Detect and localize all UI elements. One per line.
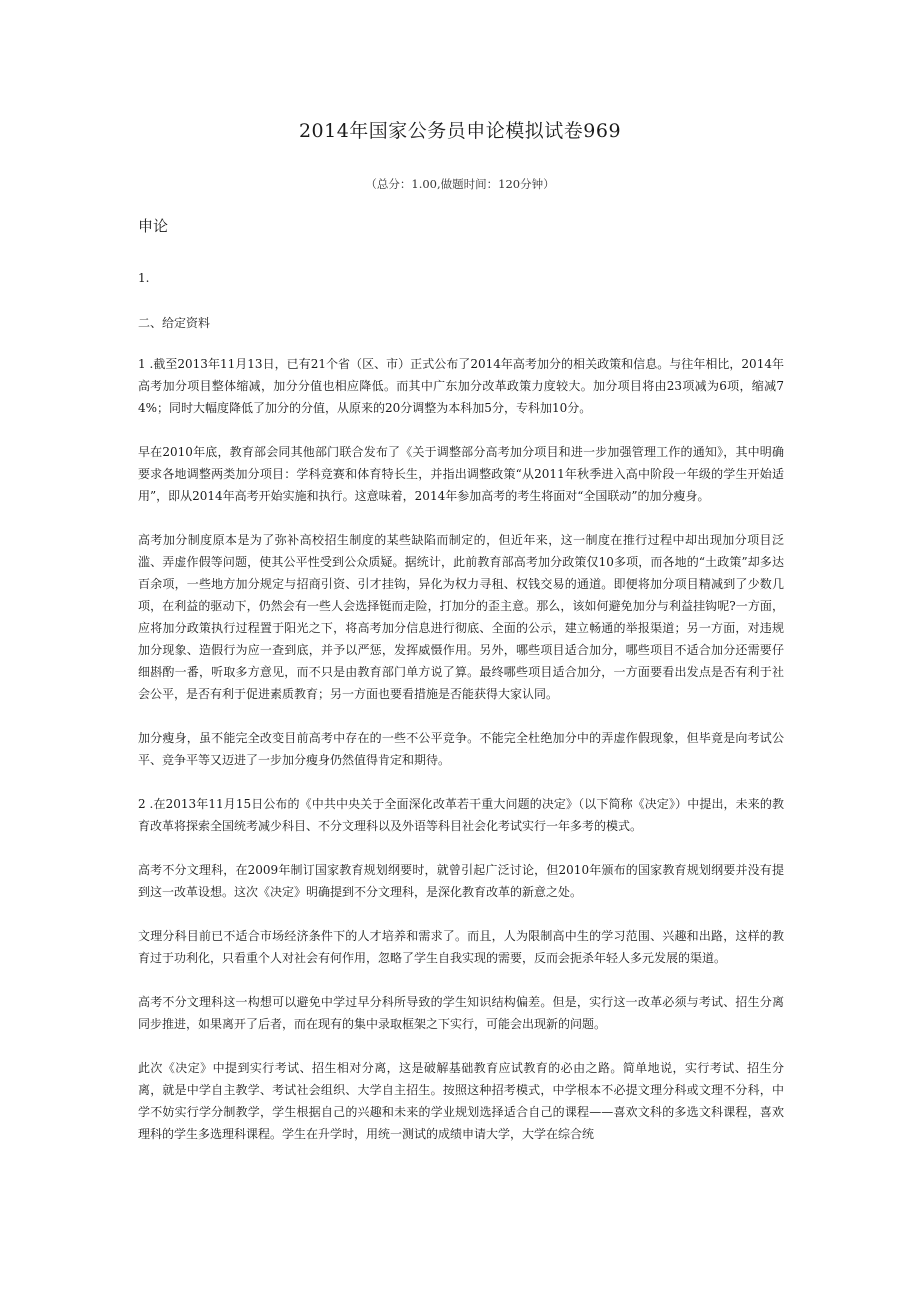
section-heading: 申论 xyxy=(138,217,169,235)
paragraph: 2 .在2013年11月15日公布的《中共中央关于全面深化改革若干重大问题的决定》（以下简称《决定》）中提出，未来的教育改革将探索全国统考减少科目、不分文理科以及外语等科目社会化考试实行一年多考的模式。 xyxy=(138,797,784,833)
paragraph: 高考加分制度原本是为了弥补高校招生制度的某些缺陷而制定的，但近年来，这一制度在推行过程中却出现加分项目泛滥、弄虚作假等问题，使其公平性受到公众质疑。据统计，此前教育部高考加分政策仅10多项，而各地的“土政策”却多达百余项，一些地方加分规定与招商引资、引才挂钩，异化为权力寻租、权钱交易的通道。即便将加分项目精减到了少数几项，在利益的驱动下，仍然会有一些人会选择铤而走险，打加分的歪主意。那么，该如何避免加分与利益挂钩呢?一方面，应将加分政策执行过程置于阳光之下，将高考加分信息进行彻底、全面的公示，建立畅通的举报渠道；另一方面，对违规加分现象、造假行为应一查到底，并予以严惩，发挥威慑作用。另外，哪些项目适合加分，哪些项目不适合加分还需要仔细斟酌一番，听取多方意见，而不只是由教育部门单方说了算。最终哪些项目适合加分，一方面要看出发点是否有利于社会公平，是否有利于促进素质教育；另一方面也要看措施是否能获得大家认同。 xyxy=(138,533,784,701)
paragraph: 1 .截至2013年11月13日，已有21个省（区、市）正式公布了2014年高考加分的相关政策和信息。与往年相比，2014年高考加分项目整体缩减，加分分值也相应降低。而其中广东加分改革政策力度较大。加分项目将由23项减为6项，缩减74%；同时大幅度降低了加分的分值，从原来的20分调整为本科加5分，专科加10分。 xyxy=(138,357,784,415)
question-number: 1. xyxy=(138,271,150,285)
paragraph: 此次《决定》中提到实行考试、招生相对分离，这是破解基础教育应试教育的必由之路。简单地说，实行考试、招生分离，就是中学自主教学、考试社会组织、大学自主招生。按照这种招考模式，中学根本不必提文理分科或文理不分科，中学不妨实行学分制教学，学生根据自己的兴趣和未来的学业规划选择适合自己的课程——喜欢文科的多选文科课程，喜欢理科的学生多选理科课程。学生在升学时，用统一测试的成绩申请大学，大学在综合统 xyxy=(138,1061,784,1141)
document-meta: （总分：1.00,做题时间：120分钟） xyxy=(365,177,555,191)
document-body xyxy=(138,353,784,1167)
paragraph: 加分瘦身，虽不能完全改变目前高考中存在的一些不公平竞争。不能完全杜绝加分中的弄虚作假现象，但毕竟是向考试公平、竞争平等又迈进了一步加分瘦身仍然值得肯定和期待。 xyxy=(138,731,784,767)
paragraph: 早在2010年底，教育部会同其他部门联合发布了《关于调整部分高考加分项目和进一步加强管理工作的通知》，其中明确要求各地调整两类加分项目：学科竞赛和体育特长生，并指出调整政策“从2011年秋季进入高中阶段一年级的学生开始适用”，即从2014年高考开始实施和执行。这意味着，2014年参加高考的考生将面对“全国联动”的加分瘦身。 xyxy=(138,445,784,503)
material-subheading: 二、给定资料 xyxy=(138,316,211,330)
paragraph: 文理分科目前已不适合市场经济条件下的人才培养和需求了。而且，人为限制高中生的学习范围、兴趣和出路，这样的教育过于功利化，只看重个人对社会有何作用，忽略了学生自我实现的需要，反而会扼杀年轻人多元发展的渠道。 xyxy=(138,929,784,965)
paragraph: 高考不分文理科，在2009年制订国家教育规划纲要时，就曾引起广泛讨论，但2010年颁布的国家教育规划纲要并没有提到这一改革设想。这次《决定》明确提到不分文理科，是深化教育改革的新意之处。 xyxy=(138,863,784,899)
paragraph: 高考不分文理科这一构想可以避免中学过早分科所导致的学生知识结构偏差。但是，实行这一改革必须与考试、招生分离同步推进，如果离开了后者，而在现有的集中录取框架之下实行，可能会出现新的问题。 xyxy=(138,995,784,1031)
document-title: 2014年国家公务员申论模拟试卷969 xyxy=(298,120,622,142)
